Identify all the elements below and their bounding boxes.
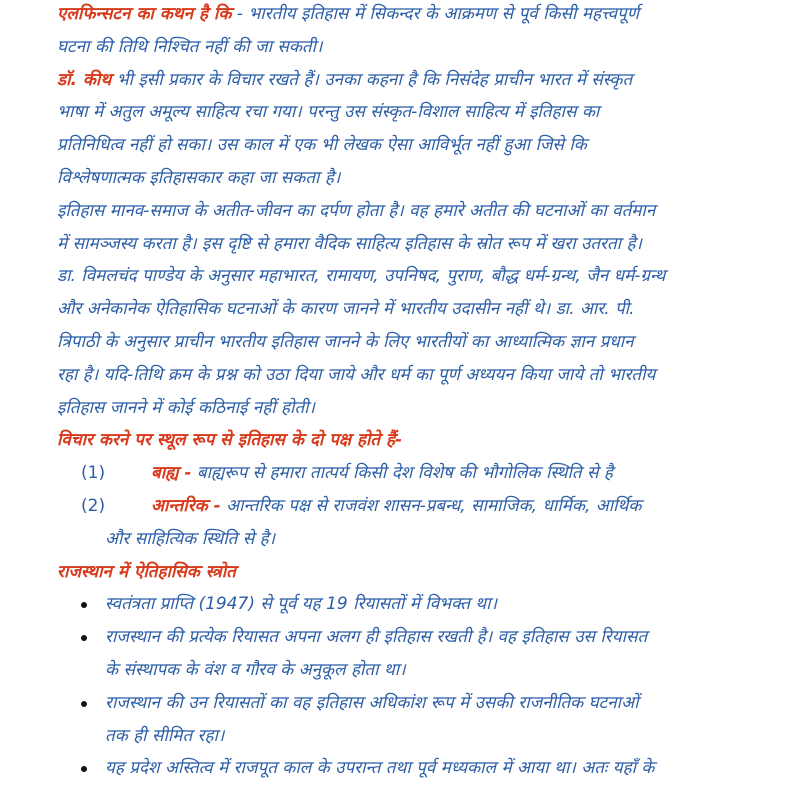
item-number: (2) xyxy=(81,495,106,516)
paragraph-keith xyxy=(57,64,787,97)
text: स्वतंत्रता प्राप्ति (1947) से पूर्व यह 19 रियासतों में विभक्त था। xyxy=(105,594,498,615)
bullet-item xyxy=(57,687,787,720)
text: आन्तरिक पक्ष से राजवंश शासन-प्रबन्ध, सामाजिक, धार्मिक, आर्थिक xyxy=(220,495,642,516)
text-line: और साहित्यिक स्थिति से है। xyxy=(105,528,276,549)
paragraph-elphinstone xyxy=(57,0,787,31)
text-line: इतिहास मानव-समाज के अतीत-जीवन का दर्पण होता है। वह हमारे अतीत की घटनाओं का वर्तमान xyxy=(57,200,656,221)
section-heading: विचार करने पर स्थूल रूप से इतिहास के दो पक्ष होते हैं- xyxy=(57,430,403,451)
text-line: त्रिपाठी के अनुसार प्राचीन भारतीय इतिहास जानने के लिए भारतीयों का आध्यात्मिक ज्ञान प्रधान xyxy=(57,331,634,352)
text-line: में सामञ्जस्य करता है। इस दृष्टि से हमारा वैदिक साहित्य इतिहास के स्रोत रूप में खरा उतरता है। xyxy=(57,233,642,254)
item-number: (1) xyxy=(81,463,106,484)
bullet-item xyxy=(57,752,787,785)
aspect-item xyxy=(57,490,787,523)
text-line: इतिहास जानने में कोई कठिनाई नहीं होती। xyxy=(57,397,315,418)
document-page xyxy=(57,0,787,785)
text: राजस्थान की उन रियासतों का वह इतिहास अधिकांश रूप में उसकी राजनीतिक घटनाओं xyxy=(105,692,639,713)
quote-lead: डॉ. कीथ xyxy=(57,69,112,90)
text-line: के संस्थापक के वंश व गौरव के अनुकूल होता था। xyxy=(105,659,406,680)
bullet-icon xyxy=(81,635,87,641)
text-line: विश्लेषणात्मक इतिहासकार कहा जा सकता है। xyxy=(57,167,341,188)
bullet-icon xyxy=(81,701,87,707)
aspect-item xyxy=(57,457,787,490)
quote-lead: एलफिन्सटन का कथन है कि xyxy=(57,4,232,24)
text-line: तक ही सीमित रहा। xyxy=(105,725,225,746)
term: बाह्य - xyxy=(151,463,192,484)
text-line: डा. विमलचंद पाण्डेय के अनुसार महाभारत, रामायण, उपनिषद, पुराण, बौद्ध धर्म-ग्रन्थ, जैन धर्म-ग्रन्थ xyxy=(57,266,666,287)
text: भी इसी प्रकार के विचार रखते हैं। उनका कहना है कि निसंदेह प्राचीन भारत में संस्कृत xyxy=(111,69,633,90)
bullet-item xyxy=(57,621,787,654)
bullet-item xyxy=(57,588,787,621)
text-line: भाषा में अतुल अमूल्य साहित्य रचा गया। परन्तु उस संस्कृत-विशाल साहित्य में इतिहास का xyxy=(57,102,600,123)
text: - भारतीय इतिहास में सिकन्दर के आक्रमण से पूर्व किसी महत्त्वपूर्ण xyxy=(231,4,639,24)
text: राजस्थान की प्रत्येक रियासत अपना अलग ही इतिहास रखती है। वह इतिहास उस रियासत xyxy=(105,627,648,648)
bullet-icon xyxy=(81,602,87,608)
text: यह प्रदेश अस्तित्व में राजपूत काल के उपरान्त तथा पूर्व मध्यकाल में आया था। अतः यहाँ के xyxy=(105,758,655,779)
section-heading: राजस्थान में ऐतिहासिक स्त्रोत xyxy=(57,561,236,582)
bullet-icon xyxy=(81,766,87,772)
text-line: प्रतिनिधित्व नहीं हो सका। उस काल में एक भी लेखक ऐसा आविर्भूत नहीं हुआ जिसे कि xyxy=(57,135,587,156)
term: आन्तरिक - xyxy=(151,495,221,516)
text-line: रहा है। यदि-तिथि क्रम के प्रश्न को उठा दिया जाये और धर्म का पूर्ण अध्ययन किया जाये तो भारतीय xyxy=(57,364,656,385)
text: बाह्यरूप से हमारा तात्पर्य किसी देश विशेष की भौगोलिक स्थिति से है xyxy=(191,463,613,484)
text-line: घटना की तिथि निश्चित नहीं की जा सकती। xyxy=(57,36,323,57)
text-line: और अनेकानेक ऐतिहासिक घटनाओं के कारण जानने में भारतीय उदासीन नहीं थे। डा. आर. पी. xyxy=(57,299,635,320)
